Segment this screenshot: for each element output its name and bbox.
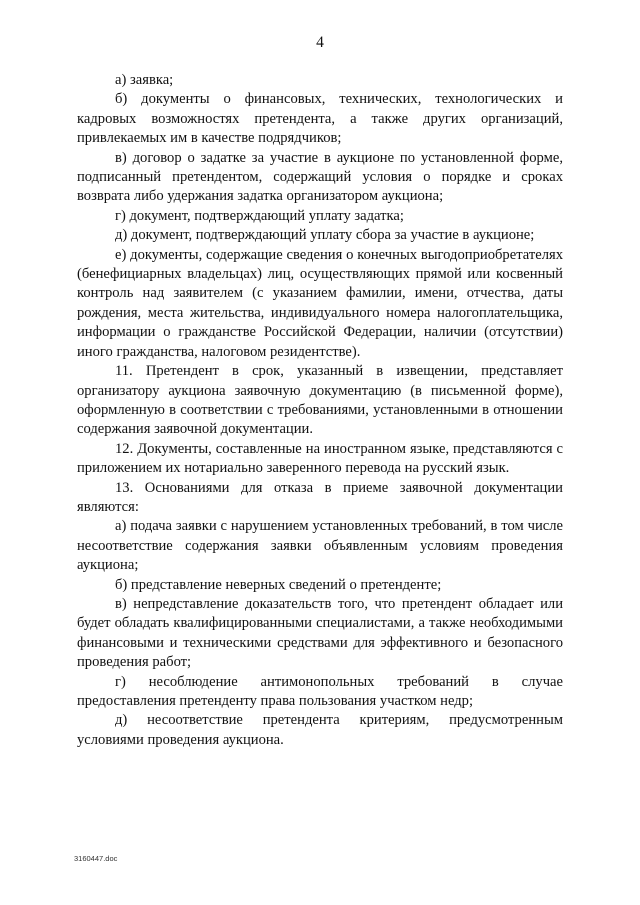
refusal-reason-a: а) подача заявки с нарушением установленных требований, в том числе несоответствие содержания заявки объявленным условиям проведения аукциона;	[77, 518, 563, 574]
paragraph-d-fee-payment: д) документ, подтверждающий уплату сбора за участие в аукционе;	[115, 227, 535, 244]
clause-11: 11. Претендент в срок, указанный в извещении, представляет организатору аукциона заявочную документацию (в письменной форме), оформленную в соответствии с требованиями, установленными в отношении содержания заявочной документации.	[77, 363, 563, 438]
document-body	[77, 71, 563, 750]
clause-13: 13. Основаниями для отказа в приеме заявочной документации являются:	[77, 479, 563, 515]
paragraph-v-deposit-contract: в) договор о задатке за участие в аукционе по установленной форме, подписанный претендентом, содержащий условия о порядке и сроках возврата либо удержания задатка организатором аукциона;	[77, 149, 563, 205]
paragraph-a-application: а) заявка;	[115, 72, 174, 88]
paragraph-e-beneficiaries: е) документы, содержащие сведения о конечных выгодоприобретателях (бенефициарных владельцах) лиц, осуществляющих прямой или косвенный контроль над заявителем (с указанием фамилии, имени, отчества, даты рождения, места жительства, индивидуального номера налогоплательщика, информации о гражданстве Российской Федерации, наличии (отсутствии) иного гражданства, налоговом резидентстве).	[77, 246, 563, 360]
refusal-reason-d: д) несоответствие претендента критериям, предусмотренным условиями проведения аукциона.	[77, 712, 563, 748]
page-number: 4	[316, 34, 324, 51]
refusal-reason-b: б) представление неверных сведений о претенденте;	[115, 576, 442, 593]
clause-12: 12. Документы, составленные на иностранном языке, представляются с приложением их нотариально заверенного перевода на русский язык.	[77, 440, 563, 477]
refusal-reason-v: в) непредставление доказательств того, что претендент обладает или будет обладать квалифицированными специалистами, а также необходимыми финансовыми и техническими средствами для эффективного и безопасного проведения работ;	[77, 595, 563, 671]
paragraph-g-deposit-payment: г) документ, подтверждающий уплату задатка;	[115, 207, 404, 224]
paragraph-b-capabilities: б) документы о финансовых, технических, технологических и кадровых возможностях претендента, а также других организаций, привлекаемых им в качестве подрядчиков;	[77, 91, 563, 147]
refusal-reason-g: г) несоблюдение антимонопольных требований в случае предоставления претенденту права пользования участком недр;	[77, 673, 563, 709]
file-name-footer: 3160447.doc	[74, 854, 118, 863]
